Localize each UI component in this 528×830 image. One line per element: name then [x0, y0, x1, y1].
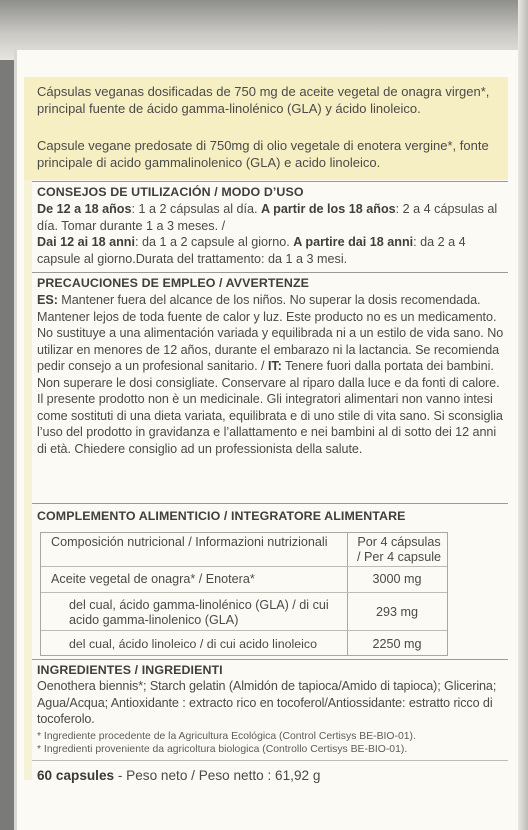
age-range-it-1: Dai 12 ai 18 anni: [37, 235, 136, 249]
capsule-count: 60 capsules: [37, 768, 115, 783]
organic-note-es: * Ingrediente procedente de la Agricultura Ecológica (Control Certisys BE-BIO-01).: [37, 731, 416, 742]
dose-it-1: : da 1 a 2 capsule al giorno.: [135, 235, 294, 249]
ingredients-title: INGREDIENTES / INGREDIENTI: [37, 663, 223, 677]
age-range-it-2: A partire dai 18 anni: [293, 235, 414, 249]
net-weight-text: - Peso neto / Peso netto : 61,92 g: [114, 768, 321, 783]
precautions-it: Tenere fuori dalla portata dei bambini. Non superare le dosi consigliate. Conservare al riparo dalla luce e da fonti di calore. Il presente prodotto non è un medicinale. Gli integratori alimentari non vanno intesi come sostituti di una dieta variata, equilibrata e di uno stile di vita sano. Si sconsiglia l’uso del prodotto in gravidanza e l’allattamento e nei bambini al di sotto dei 12 anni di età. Chiedere consiglio ad un professionista della salute.: [37, 359, 503, 456]
intro-es: Cápsulas veganas dosificadas de 750 mg de aceite vegetal de onagra virgen*, principal fuente de ácido gamma-linolénico (GLA) y ácido linoleico.: [37, 84, 490, 116]
supplement-title: COMPLEMENTO ALIMENTICIO / INTEGRATORE ALIMENTARE: [37, 509, 406, 523]
dose-es-1: : 1 a 2 cápsulas al día.: [131, 202, 262, 216]
divider: [32, 760, 508, 761]
precautions-es: Mantener fuera del alcance de los niños. No superar la dosis recomendada. Mantener lejos de toda fuente de calor y luz. Este producto no es un medicamento. No sustituye a una alimentación variada y equilibrada ni a un estilo de vida sano. No utilizar en menores de 12 años, durante el embarazo ni la lactancia. Se recomienda pedir consejo a un profesional sanitario. /: [37, 293, 504, 373]
row-name-3: del cual, ácido linoleico / di cui acido linoleico: [69, 637, 317, 651]
decorative-strip: [24, 180, 32, 780]
table-row: [41, 630, 447, 631]
divider: [32, 181, 508, 182]
usage-text: [37, 201, 507, 267]
ingredients-text: Oenothera biennis*; Starch gelatin (Almidón de tapioca/Amido di tapioca); Glicerina; Agua/Acqua; Antioxidante : extracto rico en tocoferol/Antiossidante: estratto ricco di tocoferolo.: [37, 679, 497, 726]
dose-it-2: : da 2 a 4 capsule al giorno.Durata del trattamento: da 1 a 3 mesi.: [37, 235, 466, 266]
net-weight: [37, 768, 320, 783]
row-value-3: 2250 mg: [372, 637, 422, 651]
usage-title: CONSEJOS DE UTILIZACIÓN / MODO D’USO: [37, 185, 304, 199]
age-range-es-1: De 12 a 18 años: [37, 202, 132, 216]
table-header-right: Por 4 cápsulas / Per 4 capsule: [357, 535, 442, 564]
precautions-text: [37, 292, 507, 457]
precautions-title: PRECAUCIONES DE EMPLEO / AVVERTENZE: [37, 276, 309, 290]
divider: [32, 272, 508, 273]
row-name-1: Aceite vegetal de onagra* / Enotera*: [51, 572, 255, 586]
divider: [32, 659, 508, 660]
organic-note-it: * Ingredienti proveniente da agricoltura biologica (Controllo Certisys BE-BIO-01).: [37, 744, 408, 755]
table-header-left: Composición nutricional / Informazioni nutrizionali: [51, 535, 328, 549]
nutrition-table: [40, 532, 448, 656]
lang-label-es: ES:: [37, 293, 58, 307]
age-range-es-2: A partir de los 18 años: [261, 202, 396, 216]
row-name-2: del cual, ácido gamma-linolénico (GLA) / di cui acido gamma-linolenico (GLA): [69, 598, 329, 627]
dose-es-2: : 2 a 4 cápsulas al día. Tomar durante 1 a 3 meses. /: [37, 202, 498, 233]
package-edge: [518, 0, 528, 830]
intro-it: Capsule vegane predosate di 750mg di olio vegetale di enotera vergine*, fonte principale di acido gammalinolenico (GLA) e acido linoleico.: [37, 138, 489, 170]
row-value-1: 3000 mg: [372, 572, 422, 586]
divider: [32, 503, 508, 504]
row-value-2: 293 mg: [375, 605, 418, 619]
table-row: [41, 592, 447, 593]
table-row: [41, 566, 447, 567]
lang-label-it: IT:: [267, 359, 282, 373]
